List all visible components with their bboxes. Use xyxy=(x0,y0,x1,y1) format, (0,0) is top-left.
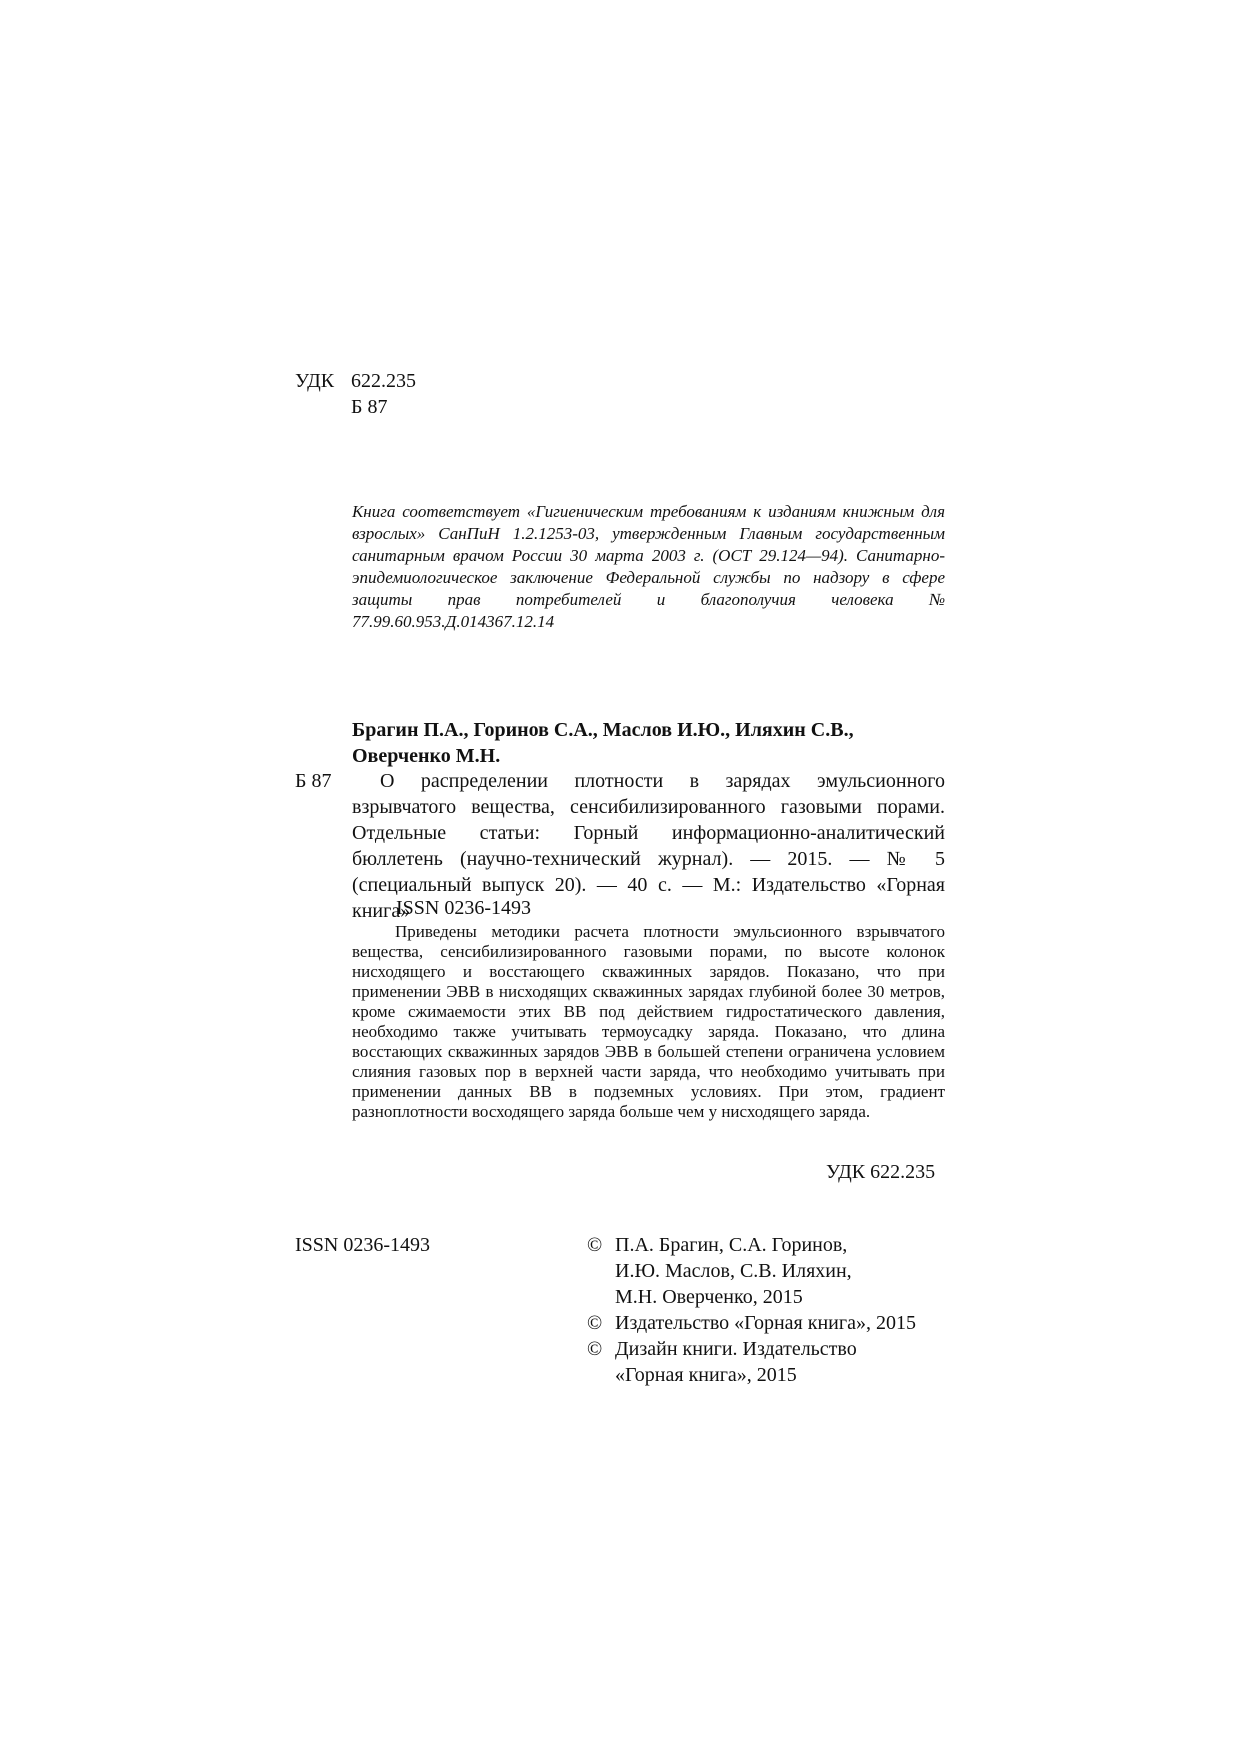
issn-bottom: ISSN 0236-1493 xyxy=(295,1234,431,1256)
copyright-line: Издательство «Горная книга», 2015 xyxy=(615,1312,916,1334)
copyright-line: И.Ю. Маслов, С.В. Иляхин, xyxy=(615,1260,852,1282)
copyright-line: П.А. Брагин, С.А. Горинов, xyxy=(615,1234,848,1256)
copyright-block xyxy=(587,1232,967,1388)
copyright-line: М.Н. Оверченко, 2015 xyxy=(615,1286,803,1308)
copyright-item xyxy=(587,1232,967,1310)
hygiene-notice: Книга соответствует «Гигиеническим требованиям к изданиям книжным для взрослых» СанПиН 1.2.1253-03, утвержденным Главным государственным санитарным врачом России 30 марта 2003 г. (ОСТ 29.124—94). Санитарно-эпидемиологическое заключение Федеральной службы по надзору в сфере защиты прав потребителей и благополучия человека № 77.99.60.953.Д.014367.12.14 xyxy=(352,502,945,631)
copyright-item xyxy=(587,1310,967,1336)
bbk-code: Б 87 xyxy=(351,396,388,418)
udk-block xyxy=(295,368,416,420)
copyright-icon: © xyxy=(587,1234,603,1256)
udk-code: 622.235 xyxy=(351,370,416,392)
copyright-icon: © xyxy=(587,1312,603,1334)
copyright-item xyxy=(587,1336,967,1388)
udk-bottom: УДК 622.235 xyxy=(826,1161,936,1183)
abstract: Приведены методики расчета плотности эмульсионного взрывчатого вещества, сенсибилизированного газовыми порами, по высоте колонок нисходящего и восстающего скважинных зарядов. Показано, что при применении ЭВВ в нисходящих скважинных зарядах глубиной более 30 метров, кроме сжимаемости этих ВВ под действием гидростатического давления, необходимо также учитывать термоусадку заряда. Показано, что длина восстающих скважинных зарядов ЭВВ в большей степени ограничена условием слияния газовых пор в верхней части заряда, что необходимо учитывать при применении данных ВВ в подземных условиях. При этом, градиент разноплотности восходящего заряда больше чем у нисходящего заряда. xyxy=(352,922,945,1121)
copyright-line: «Горная книга», 2015 xyxy=(615,1364,797,1386)
copyright-icon: © xyxy=(587,1338,603,1360)
udk-label: УДК xyxy=(295,370,335,392)
bibliographic-description: О распределении плотности в зарядах эмульсионного взрывчатого вещества, сенсибилизированного газовыми порами. Отдельные статьи: Горный информационно-аналитический бюллетень (научно-технический журнал). — 2015. — № 5 (специальный выпуск 20). — 40 с. — М.: Издательство «Горная книга» xyxy=(352,770,945,922)
bbk-side-code: Б 87 xyxy=(295,770,332,792)
authors-line: Оверченко М.Н. xyxy=(352,745,501,767)
copyright-line: Дизайн книги. Издательство xyxy=(615,1338,857,1360)
authors xyxy=(352,717,912,769)
authors-line: Брагин П.А., Горинов С.А., Маслов И.Ю., Иляхин С.В., xyxy=(352,719,854,741)
issn-line: ISSN 0236-1493 xyxy=(396,897,532,919)
